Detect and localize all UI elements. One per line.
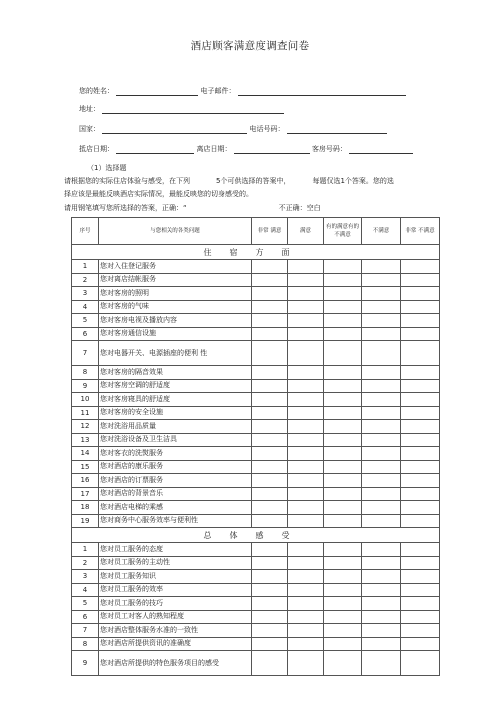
answer-cell[interactable]	[324, 556, 362, 570]
answer-cell[interactable]	[288, 583, 324, 597]
answer-cell[interactable]	[252, 273, 288, 287]
table-row	[72, 327, 440, 341]
question-text: 您对客衣的洗熨服务	[99, 447, 252, 461]
answer-cell[interactable]	[324, 487, 362, 501]
answer-cell[interactable]	[324, 287, 362, 301]
table-row	[72, 273, 440, 287]
answer-cell[interactable]	[324, 314, 362, 328]
answer-cell[interactable]	[252, 433, 288, 447]
row-number: 5	[72, 314, 99, 328]
answer-cell[interactable]	[362, 300, 401, 314]
table-row	[72, 341, 440, 366]
answer-cell[interactable]	[362, 314, 401, 328]
answer-cell[interactable]	[362, 447, 401, 461]
answer-cell[interactable]	[288, 379, 324, 393]
answer-cell[interactable]	[324, 433, 362, 447]
answer-cell[interactable]	[324, 341, 362, 366]
answer-cell[interactable]	[362, 393, 401, 407]
answer-cell[interactable]	[288, 543, 324, 557]
question-text: 您对客房通信设施	[99, 327, 252, 341]
table-row	[72, 379, 440, 393]
answer-cell[interactable]	[324, 460, 362, 474]
answer-cell[interactable]	[324, 366, 362, 380]
answer-cell[interactable]	[288, 341, 324, 366]
answer-cell[interactable]	[324, 379, 362, 393]
table-row	[72, 420, 440, 434]
answer-cell[interactable]	[401, 597, 440, 611]
row-number: 3	[72, 570, 99, 584]
answer-cell[interactable]	[288, 487, 324, 501]
answer-cell[interactable]	[401, 341, 440, 366]
leave-field[interactable]	[234, 145, 310, 154]
col-header-dissatisfied: 不满意	[362, 218, 401, 245]
answer-cell[interactable]	[401, 287, 440, 301]
question-text: 您对客房寝具的舒适度	[99, 393, 252, 407]
answer-cell[interactable]	[362, 460, 401, 474]
page-title: 酒店顾客满意度调查问卷	[190, 40, 310, 52]
answer-cell[interactable]	[252, 287, 288, 301]
answer-cell[interactable]	[401, 420, 440, 434]
table-row	[72, 260, 440, 274]
answer-cell[interactable]	[288, 460, 324, 474]
question-text: 您对电器开关、电源插座的便利 性	[99, 341, 252, 366]
row-number: 10	[72, 393, 99, 407]
answer-cell[interactable]	[288, 570, 324, 584]
answer-cell[interactable]	[252, 637, 288, 651]
answer-cell[interactable]	[288, 624, 324, 638]
row-number: 12	[72, 420, 99, 434]
table-row	[72, 556, 440, 570]
address-label: 地址：	[79, 105, 100, 113]
country-phone-row	[79, 124, 387, 134]
row-number: 7	[72, 624, 99, 638]
row-number: 4	[72, 300, 99, 314]
name-email-row	[79, 86, 406, 96]
row-number: 8	[72, 637, 99, 651]
answer-cell[interactable]	[252, 501, 288, 515]
row-number: 3	[72, 287, 99, 301]
answer-cell[interactable]	[252, 543, 288, 557]
answer-cell[interactable]	[401, 379, 440, 393]
section-row-lodging	[72, 245, 440, 260]
instruction-line-2: 择应该是最能反映酒店实际情况，最能反映您的切身感受的。	[64, 190, 253, 198]
answer-cell[interactable]	[362, 610, 401, 624]
answer-cell[interactable]	[401, 460, 440, 474]
answer-cell[interactable]	[324, 327, 362, 341]
answer-cell[interactable]	[324, 300, 362, 314]
answer-cell[interactable]	[324, 501, 362, 515]
answer-cell[interactable]	[288, 260, 324, 274]
table-row	[72, 624, 440, 638]
section-title: 总体感受	[72, 528, 440, 543]
answer-cell[interactable]	[401, 637, 440, 651]
answer-cell[interactable]	[401, 624, 440, 638]
answer-cell[interactable]	[252, 651, 288, 676]
table-row	[72, 287, 440, 301]
answer-cell[interactable]	[252, 327, 288, 341]
row-number: 5	[72, 597, 99, 611]
table-row	[72, 447, 440, 461]
answer-cell[interactable]	[401, 651, 440, 676]
answer-cell[interactable]	[324, 447, 362, 461]
answer-cell[interactable]	[288, 447, 324, 461]
row-number: 18	[72, 501, 99, 515]
answer-cell[interactable]	[401, 327, 440, 341]
survey-table	[71, 217, 440, 676]
question-text: 您对客房的照明	[99, 287, 252, 301]
answer-cell[interactable]	[252, 406, 288, 420]
room-field[interactable]	[349, 145, 413, 154]
answer-cell[interactable]	[324, 637, 362, 651]
answer-cell[interactable]	[324, 583, 362, 597]
question-text: 您对商务中心服务效率与便利性	[99, 514, 252, 528]
country-label: 国家：	[79, 125, 100, 133]
instruction-line-1: 请根据您的实际住店体验与感受，在下列 5个可供选择的答案中， 每题仅选1个答案。您的选	[64, 177, 394, 185]
answer-cell[interactable]	[288, 597, 324, 611]
answer-cell[interactable]	[362, 637, 401, 651]
col-header-satisfied: 满意	[288, 218, 324, 245]
name-label: 您的姓名：	[79, 87, 114, 95]
table-row	[72, 300, 440, 314]
answer-cell[interactable]	[362, 287, 401, 301]
table-body	[72, 245, 440, 676]
col-header-very-satisfied: 非常 满意	[252, 218, 288, 245]
table-row	[72, 501, 440, 515]
section-title: 住宿方面	[72, 245, 440, 260]
answer-cell[interactable]	[401, 393, 440, 407]
answer-cell[interactable]	[288, 273, 324, 287]
answer-cell[interactable]	[252, 570, 288, 584]
row-number: 2	[72, 556, 99, 570]
answer-cell[interactable]	[324, 260, 362, 274]
answer-cell[interactable]	[252, 556, 288, 570]
answer-cell[interactable]	[401, 260, 440, 274]
table-row	[72, 406, 440, 420]
row-number: 14	[72, 447, 99, 461]
answer-cell[interactable]	[362, 273, 401, 287]
answer-cell[interactable]	[324, 570, 362, 584]
question-text: 您对员工服务知识	[99, 570, 252, 584]
answer-cell[interactable]	[252, 314, 288, 328]
answer-cell[interactable]	[324, 597, 362, 611]
row-number: 7	[72, 341, 99, 366]
row-number: 19	[72, 514, 99, 528]
answer-cell[interactable]	[288, 556, 324, 570]
room-label: 客房号码：	[311, 145, 347, 153]
answer-cell[interactable]	[362, 543, 401, 557]
answer-cell[interactable]	[362, 651, 401, 676]
answer-cell[interactable]	[401, 366, 440, 380]
email-label: 电子邮件：	[200, 87, 236, 95]
answer-cell[interactable]	[252, 624, 288, 638]
question-text: 您对员工服务的主动性	[99, 556, 252, 570]
answer-cell[interactable]	[252, 474, 288, 488]
answer-cell[interactable]	[362, 474, 401, 488]
answer-cell[interactable]	[401, 433, 440, 447]
answer-cell[interactable]	[252, 487, 288, 501]
table-row	[72, 366, 440, 380]
answer-cell[interactable]	[401, 543, 440, 557]
question-text: 您对员工服务的技巧	[99, 597, 252, 611]
row-number: 9	[72, 651, 99, 676]
row-number: 1	[72, 260, 99, 274]
answer-cell[interactable]	[401, 583, 440, 597]
answer-cell[interactable]	[252, 583, 288, 597]
table-header-row	[72, 218, 440, 245]
answer-cell[interactable]	[252, 260, 288, 274]
question-text: 您对客房电视及播放内容	[99, 314, 252, 328]
answer-cell[interactable]	[288, 314, 324, 328]
answer-cell[interactable]	[362, 501, 401, 515]
answer-cell[interactable]	[401, 610, 440, 624]
answer-cell[interactable]	[401, 447, 440, 461]
name-field[interactable]	[116, 87, 198, 96]
answer-cell[interactable]	[288, 327, 324, 341]
question-text: 您对酒店所提供的特色服务项目的感受	[99, 651, 252, 676]
section-heading: （1）选择题	[87, 164, 127, 172]
row-number: 13	[72, 433, 99, 447]
question-text: 您对酒店电梯的乘感	[99, 501, 252, 515]
table-row	[72, 514, 440, 528]
answer-cell[interactable]	[252, 460, 288, 474]
answer-cell[interactable]	[324, 543, 362, 557]
answer-cell[interactable]	[362, 420, 401, 434]
answer-cell[interactable]	[252, 393, 288, 407]
answer-cell[interactable]	[288, 393, 324, 407]
table-row	[72, 651, 440, 676]
answer-cell[interactable]	[288, 637, 324, 651]
answer-cell[interactable]	[288, 651, 324, 676]
answer-cell[interactable]	[401, 406, 440, 420]
question-text: 您对酒店的背景音乐	[99, 487, 252, 501]
answer-cell[interactable]	[252, 420, 288, 434]
table-row	[72, 460, 440, 474]
answer-cell[interactable]	[324, 406, 362, 420]
table-row	[72, 543, 440, 557]
answer-cell[interactable]	[401, 570, 440, 584]
answer-cell[interactable]	[324, 624, 362, 638]
answer-cell[interactable]	[362, 260, 401, 274]
answer-cell[interactable]	[362, 327, 401, 341]
answer-cell[interactable]	[252, 366, 288, 380]
table-row	[72, 637, 440, 651]
answer-cell[interactable]	[401, 273, 440, 287]
answer-cell[interactable]	[252, 514, 288, 528]
answer-cell[interactable]	[252, 447, 288, 461]
dates-row	[79, 144, 413, 154]
row-number: 11	[72, 406, 99, 420]
answer-cell[interactable]	[324, 514, 362, 528]
phone-label: 电话号码：	[249, 125, 285, 133]
row-number: 2	[72, 273, 99, 287]
answer-cell[interactable]	[362, 433, 401, 447]
col-header-very-dissatisfied: 非常 不满意	[401, 218, 440, 245]
answer-cell[interactable]	[401, 474, 440, 488]
row-number: 6	[72, 327, 99, 341]
answer-cell[interactable]	[324, 474, 362, 488]
answer-cell[interactable]	[362, 624, 401, 638]
row-number: 17	[72, 487, 99, 501]
question-text: 您对离店结帐服务	[99, 273, 252, 287]
question-text: 您对酒店整体服务水准的一致性	[99, 624, 252, 638]
answer-cell[interactable]	[288, 474, 324, 488]
answer-cell[interactable]	[362, 570, 401, 584]
answer-cell[interactable]	[288, 287, 324, 301]
question-text: 您对客房的气味	[99, 300, 252, 314]
question-text: 您对员工对客人的熟知程度	[99, 610, 252, 624]
col-header-question: 与您相关的各类问题	[99, 218, 252, 245]
answer-cell[interactable]	[288, 433, 324, 447]
answer-cell[interactable]	[362, 487, 401, 501]
question-text: 您对酒店的订票服务	[99, 474, 252, 488]
section-row-overall	[72, 528, 440, 543]
answer-cell[interactable]	[401, 514, 440, 528]
answer-cell[interactable]	[324, 273, 362, 287]
table-row	[72, 314, 440, 328]
answer-cell[interactable]	[252, 610, 288, 624]
answer-cell[interactable]	[324, 420, 362, 434]
instruction-line-3: 请用钢笔填写您所选择的答案，正确：“ 不正确：空白	[64, 204, 321, 212]
answer-cell[interactable]	[362, 406, 401, 420]
answer-cell[interactable]	[252, 300, 288, 314]
table-row	[72, 570, 440, 584]
answer-cell[interactable]	[252, 341, 288, 366]
phone-field[interactable]	[287, 125, 387, 134]
email-field[interactable]	[238, 87, 406, 96]
answer-cell[interactable]	[324, 610, 362, 624]
table-row	[72, 487, 440, 501]
question-text: 您对酒店所提供资讯的准确度	[99, 637, 252, 651]
answer-cell[interactable]	[401, 314, 440, 328]
table-row	[72, 474, 440, 488]
col-header-number: 序号	[72, 218, 99, 245]
row-number: 1	[72, 543, 99, 557]
leave-label: 离店日期：	[196, 145, 232, 153]
answer-cell[interactable]	[401, 487, 440, 501]
answer-cell[interactable]	[288, 610, 324, 624]
row-number: 8	[72, 366, 99, 380]
row-number: 15	[72, 460, 99, 474]
answer-cell[interactable]	[401, 501, 440, 515]
answer-cell[interactable]	[362, 556, 401, 570]
answer-cell[interactable]	[288, 501, 324, 515]
question-text: 您对员工服务的态度	[99, 543, 252, 557]
answer-cell[interactable]	[401, 300, 440, 314]
col-header-neutral: 有的满意有的不满意	[324, 218, 362, 245]
answer-cell[interactable]	[362, 366, 401, 380]
table-row	[72, 583, 440, 597]
question-text: 您对洗浴用品质量	[99, 420, 252, 434]
answer-cell[interactable]	[362, 583, 401, 597]
table-row	[72, 433, 440, 447]
question-text: 您对酒店的康乐服务	[99, 460, 252, 474]
table-row	[72, 393, 440, 407]
table-row	[72, 610, 440, 624]
answer-cell[interactable]	[288, 406, 324, 420]
answer-cell[interactable]	[324, 393, 362, 407]
answer-cell[interactable]	[324, 651, 362, 676]
row-number: 4	[72, 583, 99, 597]
question-text: 您对客房的隔音效果	[99, 366, 252, 380]
row-number: 16	[72, 474, 99, 488]
answer-cell[interactable]	[252, 597, 288, 611]
arrive-label: 抵店日期：	[79, 145, 114, 153]
answer-cell[interactable]	[288, 300, 324, 314]
row-number: 6	[72, 610, 99, 624]
question-text: 您对洗浴设备及卫生洁具	[99, 433, 252, 447]
question-text: 您对客房空调的舒适度	[99, 379, 252, 393]
arrive-field[interactable]	[116, 145, 194, 154]
answer-cell[interactable]	[362, 379, 401, 393]
address-field[interactable]	[102, 105, 284, 114]
row-number: 9	[72, 379, 99, 393]
answer-cell[interactable]	[288, 420, 324, 434]
answer-cell[interactable]	[252, 379, 288, 393]
answer-cell[interactable]	[362, 597, 401, 611]
answer-cell[interactable]	[362, 341, 401, 366]
answer-cell[interactable]	[362, 514, 401, 528]
address-row	[79, 104, 284, 114]
question-text: 您对入住登记服务	[99, 260, 252, 274]
question-text: 您对员工服务的效率	[99, 583, 252, 597]
question-text: 您对客房的安全设施	[99, 406, 252, 420]
country-field[interactable]	[102, 125, 247, 134]
answer-cell[interactable]	[288, 514, 324, 528]
answer-cell[interactable]	[288, 366, 324, 380]
table-row	[72, 597, 440, 611]
answer-cell[interactable]	[401, 556, 440, 570]
